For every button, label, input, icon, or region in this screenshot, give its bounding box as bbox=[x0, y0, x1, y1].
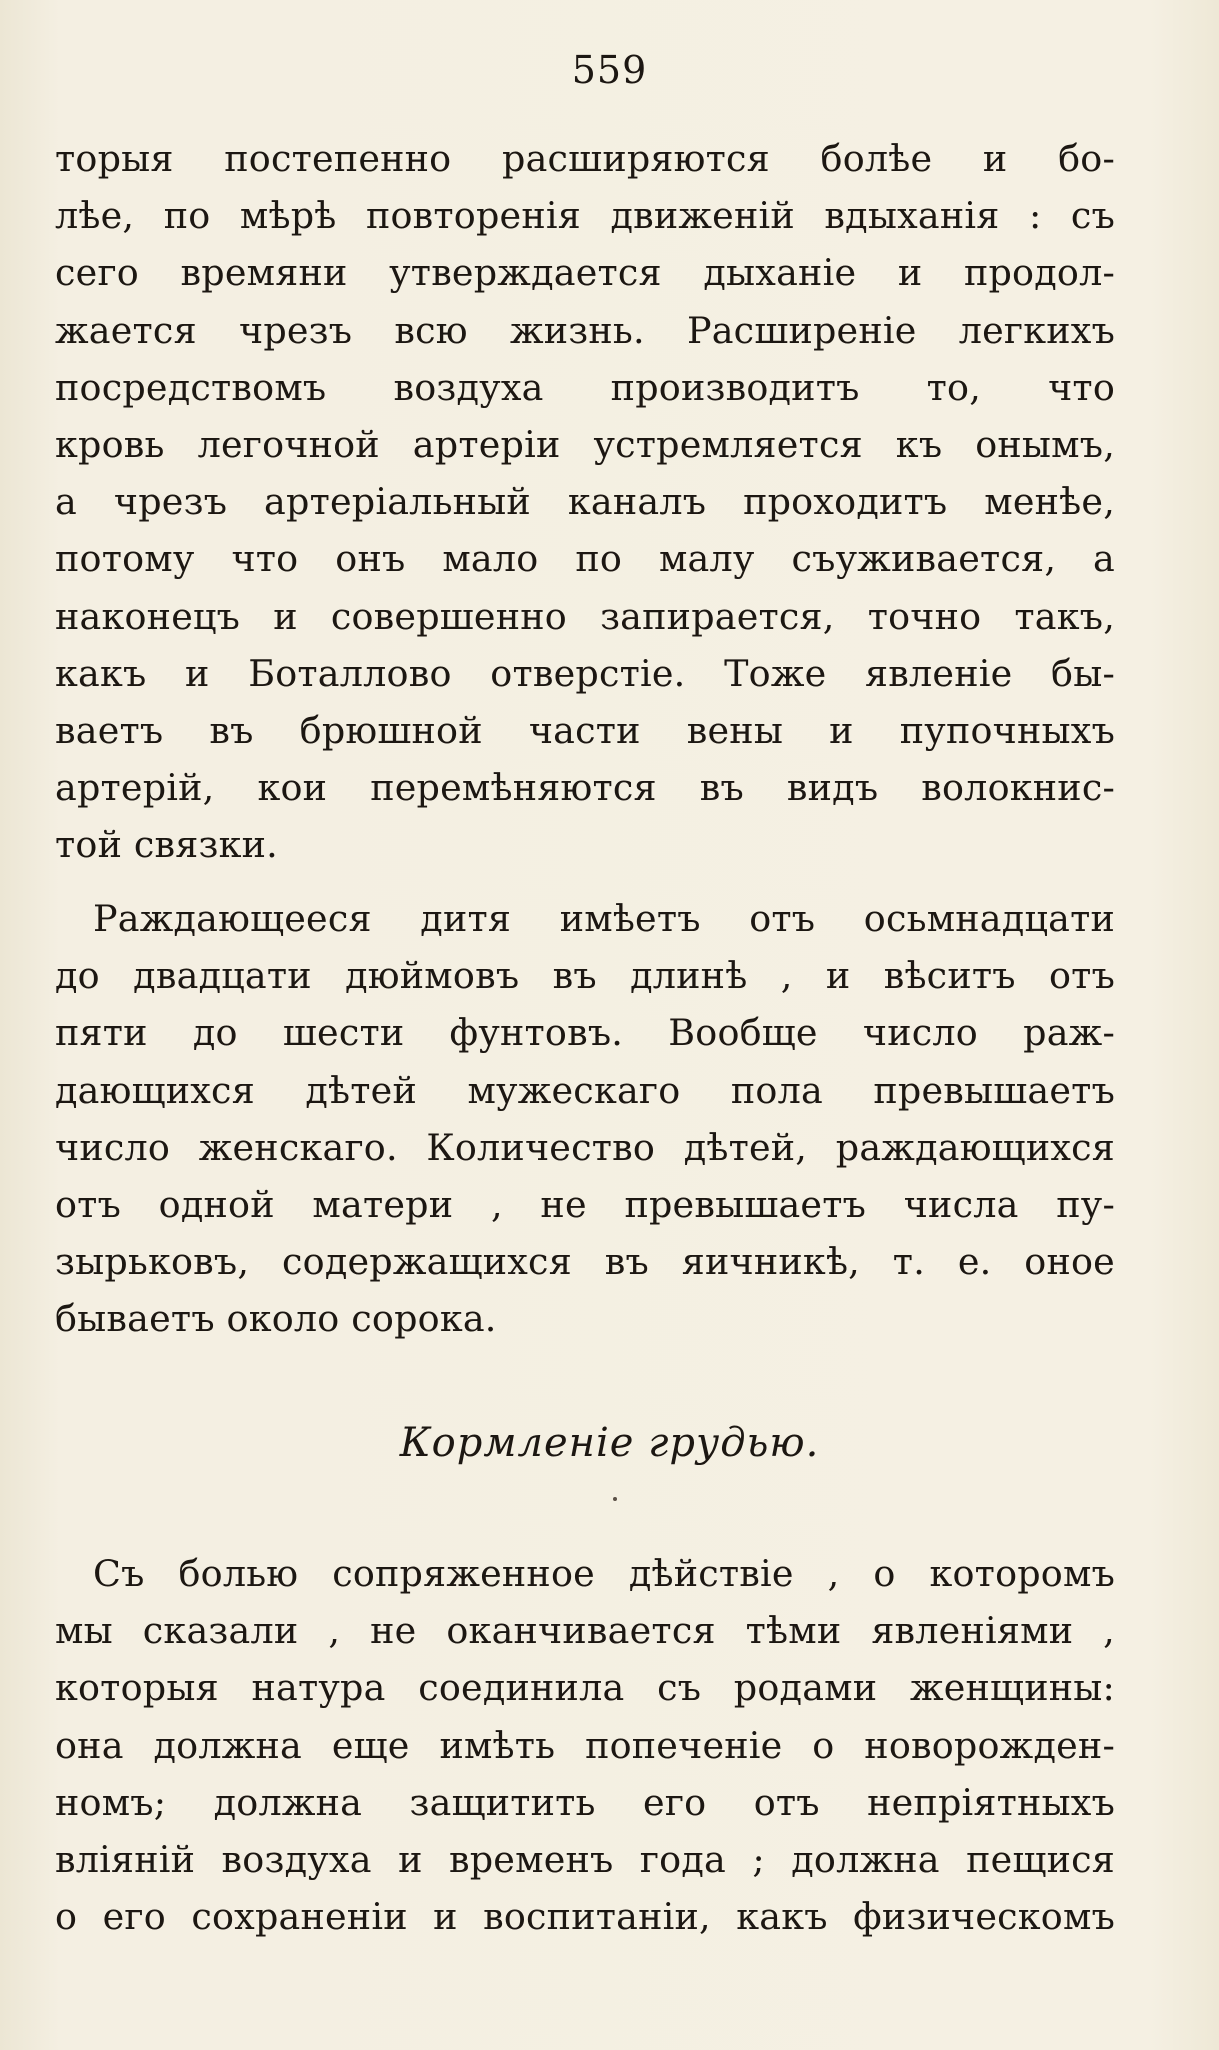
text-line: она должна еще имѣть попеченіе о новорожден- bbox=[55, 1723, 1115, 1767]
text-line: сего времяни утверждается дыханіе и продол- bbox=[55, 251, 1115, 295]
text-line: мы сказали , не оканчивается тѣми явленіями , bbox=[55, 1609, 1115, 1653]
text-line: торыя постепенно расширяются болѣе и бо- bbox=[55, 137, 1115, 180]
text-line: посредствомъ воздуха производитъ то, что bbox=[55, 365, 1115, 409]
text-line: которыя натура соединила съ родами женщины: bbox=[55, 1666, 1115, 1710]
text-line: той связки. bbox=[55, 823, 278, 867]
text-line: до двадцати дюймовъ въ длинѣ , и вѣситъ отъ bbox=[55, 954, 1115, 998]
text-line: пяти до шести фунтовъ. Вообще число раж- bbox=[55, 1011, 1115, 1055]
text-line: кровь легочной артеріи устремляется къ онымъ, bbox=[55, 422, 1115, 466]
ink-dot bbox=[613, 1497, 617, 1501]
text-line: жается чрезъ всю жизнь. Расширеніе легкихъ bbox=[55, 308, 1115, 352]
text-line: наконецъ и совершенно запирается, точно такъ, bbox=[55, 594, 1115, 638]
text-line: потому что онъ мало по малу съуживается, а bbox=[55, 537, 1115, 581]
page-number: 559 bbox=[571, 48, 648, 92]
text-line: лѣе, по мѣрѣ повторенія движеній вдыханія : съ bbox=[55, 194, 1115, 238]
text-line: Съ болью сопряженное дѣйствіе , о которомъ bbox=[93, 1552, 1115, 1595]
text-line: номъ; должна защитить его отъ непріятныхъ bbox=[55, 1780, 1115, 1824]
section-heading: Кормленіе грудью. bbox=[399, 1420, 820, 1466]
text-line: вліяній воздуха и временъ года ; должна пещися bbox=[55, 1837, 1115, 1881]
text-line: а чрезъ артеріальный каналъ проходитъ менѣе, bbox=[55, 480, 1115, 524]
text-line: бываетъ около сорока. bbox=[55, 1297, 497, 1341]
paragraph-2 bbox=[55, 890, 1115, 1348]
text-line: отъ одной матери , не превышаетъ числа пу- bbox=[55, 1182, 1115, 1226]
text-line: Раждающееся дитя имѣетъ отъ осьмнадцати bbox=[93, 897, 1115, 940]
paragraph-1 bbox=[55, 130, 1115, 873]
text-line: какъ и Боталлово отверстіе. Тоже явленіе бы- bbox=[55, 651, 1115, 695]
text-line: зырьковъ, содержащихся въ яичникѣ, т. е. оное bbox=[55, 1240, 1115, 1284]
text-line: артерій, кои перемѣняются въ видъ волокнис- bbox=[55, 766, 1115, 810]
text-line: ваетъ въ брюшной части вены и пупочныхъ bbox=[55, 708, 1115, 752]
paragraph-3 bbox=[55, 1545, 1115, 1945]
text-line: число женскаго. Количество дѣтей, раждающихся bbox=[55, 1125, 1115, 1169]
text-line: о его сохраненіи и воспитаніи, какъ физическомъ bbox=[55, 1895, 1115, 1939]
text-line: дающихся дѣтей мужескаго пола превышаетъ bbox=[55, 1068, 1115, 1112]
